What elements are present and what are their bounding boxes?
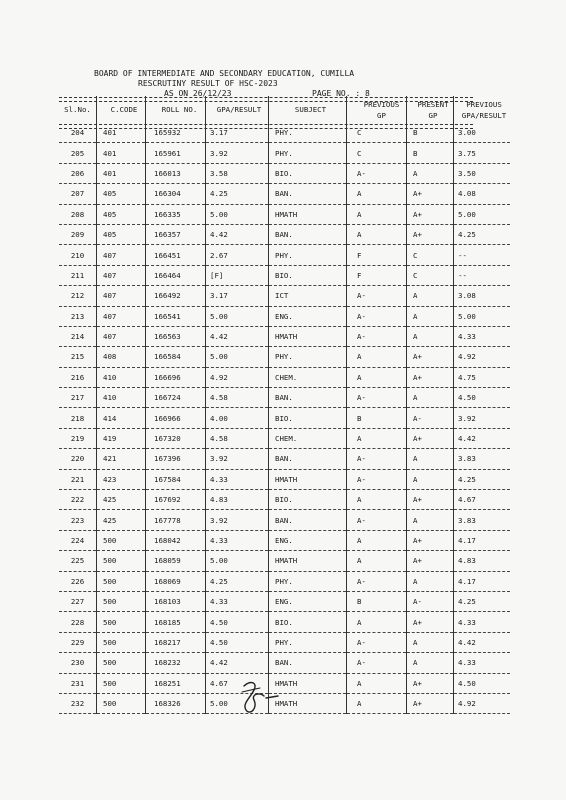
cell-present-gp: A	[407, 326, 454, 346]
cell-sl-no: 231	[59, 673, 97, 693]
cell-gpa-result: 4.25	[206, 571, 269, 591]
cell-roll-no: 165932	[146, 123, 206, 143]
cell-present-gp: A	[407, 388, 454, 408]
cell-sl-no: 209	[59, 224, 97, 244]
cell-present-gp: A	[407, 510, 454, 530]
cell-previous-gp: B	[347, 408, 407, 428]
cell-c-code: 414	[97, 408, 146, 428]
cell-sl-no: 224	[59, 530, 97, 550]
cell-previous-gpa: 3.83	[454, 510, 511, 530]
cell-sl-no: 229	[59, 632, 97, 652]
cell-sl-no: 210	[59, 245, 97, 265]
cell-previous-gp: B	[347, 591, 407, 611]
cell-c-code: 407	[97, 245, 146, 265]
cell-sl-no: 213	[59, 306, 97, 326]
col-previous-gp	[347, 96, 407, 123]
table-row	[59, 510, 510, 530]
cell-previous-gpa: 3.83	[454, 449, 511, 469]
cell-roll-no: 166464	[146, 265, 206, 285]
cell-gpa-result: 2.67	[206, 245, 269, 265]
cell-c-code: 408	[97, 347, 146, 367]
cell-present-gp: A+	[407, 428, 454, 448]
cell-c-code: 401	[97, 123, 146, 143]
cell-present-gp: A	[407, 571, 454, 591]
cell-subject: HMATH	[269, 469, 347, 489]
cell-subject: BIO.	[269, 265, 347, 285]
cell-c-code: 500	[97, 632, 146, 652]
cell-roll-no: 168185	[146, 612, 206, 632]
cell-gpa-result: 4.83	[206, 490, 269, 510]
cell-sl-no: 223	[59, 510, 97, 530]
table-row	[59, 224, 510, 244]
cell-c-code: 500	[97, 693, 146, 713]
cell-c-code: 500	[97, 591, 146, 611]
cell-c-code: 419	[97, 428, 146, 448]
cell-roll-no: 168217	[146, 632, 206, 652]
cell-roll-no: 168042	[146, 530, 206, 550]
cell-sl-no: 214	[59, 326, 97, 346]
cell-subject: BAN.	[269, 184, 347, 204]
table-row	[59, 306, 510, 326]
cell-present-gp: A-	[407, 591, 454, 611]
cell-present-gp: C	[407, 245, 454, 265]
cell-previous-gpa: 3.92	[454, 408, 511, 428]
cell-gpa-result: 4.25	[206, 184, 269, 204]
cell-previous-gp: A	[347, 204, 407, 224]
cell-present-gp: A+	[407, 347, 454, 367]
cell-roll-no: 166335	[146, 204, 206, 224]
table-row	[59, 571, 510, 591]
cell-gpa-result: 4.92	[206, 367, 269, 387]
col-previous-gpa	[454, 96, 511, 123]
cell-roll-no: 166451	[146, 245, 206, 265]
cell-previous-gpa: 4.25	[454, 469, 511, 489]
cell-c-code: 425	[97, 510, 146, 530]
cell-roll-no: 166563	[146, 326, 206, 346]
cell-roll-no: 167778	[146, 510, 206, 530]
cell-previous-gpa: 4.83	[454, 551, 511, 571]
cell-subject: CHEM.	[269, 428, 347, 448]
cell-subject: BAN.	[269, 449, 347, 469]
cell-subject: PHY.	[269, 123, 347, 143]
cell-previous-gp: A-	[347, 653, 407, 673]
cell-sl-no: 225	[59, 551, 97, 571]
cell-subject: PHY.	[269, 632, 347, 652]
cell-present-gp: A+	[407, 204, 454, 224]
cell-previous-gp: A	[347, 347, 407, 367]
cell-c-code: 500	[97, 612, 146, 632]
cell-roll-no: 166724	[146, 388, 206, 408]
cell-sl-no: 212	[59, 286, 97, 306]
cell-roll-no: 165961	[146, 143, 206, 163]
cell-previous-gpa: --	[454, 265, 511, 285]
cell-previous-gpa: 4.67	[454, 490, 511, 510]
cell-previous-gpa: 5.00	[454, 204, 511, 224]
cell-previous-gp: A	[347, 530, 407, 550]
col-roll-no: ROLL NO.	[146, 96, 206, 123]
cell-previous-gpa: 4.17	[454, 571, 511, 591]
result-title: RESCRUTINY RESULT OF HSC-2023	[138, 79, 278, 88]
handwritten-signature	[236, 678, 290, 718]
col-present-gp	[407, 96, 454, 123]
cell-subject: ENG.	[269, 306, 347, 326]
col-previous-gpa-line2: GPA/RESULT	[461, 110, 507, 120]
col-previous-gpa-line1: PREVIOUS	[466, 99, 502, 109]
cell-gpa-result: 4.58	[206, 428, 269, 448]
cell-previous-gpa: 4.42	[454, 428, 511, 448]
cell-c-code: 407	[97, 265, 146, 285]
cell-gpa-result: 4.50	[206, 612, 269, 632]
col-subject: SUBJECT	[269, 96, 347, 123]
cell-c-code: 401	[97, 143, 146, 163]
cell-gpa-result: 4.00	[206, 408, 269, 428]
cell-gpa-result: 4.33	[206, 591, 269, 611]
cell-previous-gp: A-	[347, 632, 407, 652]
cell-gpa-result: 4.42	[206, 224, 269, 244]
cell-roll-no: 167320	[146, 428, 206, 448]
cell-sl-no: 219	[59, 428, 97, 448]
cell-present-gp: A	[407, 469, 454, 489]
cell-c-code: 500	[97, 571, 146, 591]
cell-c-code: 405	[97, 184, 146, 204]
cell-present-gp: A+	[407, 693, 454, 713]
cell-gpa-result: 5.00	[206, 204, 269, 224]
col-gpa-result: GPA/RESULT	[206, 96, 269, 123]
cell-previous-gp: A	[347, 612, 407, 632]
cell-roll-no: 166966	[146, 408, 206, 428]
table-row	[59, 591, 510, 611]
table-row	[59, 204, 510, 224]
cell-roll-no: 168326	[146, 693, 206, 713]
cell-c-code: 407	[97, 326, 146, 346]
table-row	[59, 265, 510, 285]
cell-previous-gp: A-	[347, 326, 407, 346]
cell-previous-gp: A	[347, 428, 407, 448]
rescrutiny-result-table	[59, 96, 510, 714]
cell-gpa-result: 4.33	[206, 469, 269, 489]
cell-subject: ENG.	[269, 530, 347, 550]
cell-previous-gpa: 4.08	[454, 184, 511, 204]
cell-previous-gp: C	[347, 143, 407, 163]
cell-c-code: 405	[97, 204, 146, 224]
cell-present-gp: B	[407, 143, 454, 163]
cell-previous-gp: A-	[347, 449, 407, 469]
table-row	[59, 245, 510, 265]
cell-gpa-result: 5.00	[206, 347, 269, 367]
cell-sl-no: 220	[59, 449, 97, 469]
cell-previous-gpa: 3.00	[454, 123, 511, 143]
cell-subject: BAN.	[269, 653, 347, 673]
cell-subject: BIO.	[269, 490, 347, 510]
table-row	[59, 490, 510, 510]
cell-previous-gpa: 5.00	[454, 306, 511, 326]
cell-gpa-result: 3.17	[206, 123, 269, 143]
cell-previous-gpa: 4.25	[454, 591, 511, 611]
cell-c-code: 407	[97, 306, 146, 326]
cell-gpa-result: 3.17	[206, 286, 269, 306]
cell-subject: HMATH	[269, 693, 347, 713]
cell-previous-gp: A	[347, 551, 407, 571]
table-row	[59, 653, 510, 673]
cell-present-gp: A+	[407, 551, 454, 571]
cell-gpa-result: 4.42	[206, 653, 269, 673]
table-row	[59, 286, 510, 306]
cell-sl-no: 226	[59, 571, 97, 591]
cell-gpa-result: 5.00	[206, 306, 269, 326]
cell-sl-no: 218	[59, 408, 97, 428]
cell-previous-gp: A-	[347, 469, 407, 489]
cell-previous-gpa: 4.75	[454, 367, 511, 387]
cell-c-code: 500	[97, 530, 146, 550]
board-title: BOARD OF INTERMEDIATE AND SECONDARY EDUCATION, CUMILLA	[94, 69, 355, 78]
cell-gpa-result: 4.50	[206, 632, 269, 652]
cell-previous-gpa: 4.92	[454, 347, 511, 367]
cell-previous-gp: F	[347, 265, 407, 285]
cell-gpa-result: 4.33	[206, 530, 269, 550]
cell-previous-gpa: 3.50	[454, 163, 511, 183]
cell-present-gp: A-	[407, 408, 454, 428]
cell-gpa-result: 4.67	[206, 673, 269, 693]
table-row	[59, 143, 510, 163]
cell-present-gp: A+	[407, 367, 454, 387]
table-header-row	[59, 96, 510, 123]
cell-present-gp: A	[407, 449, 454, 469]
cell-previous-gp: A	[347, 693, 407, 713]
cell-roll-no: 168251	[146, 673, 206, 693]
cell-c-code: 401	[97, 163, 146, 183]
col-previous-gp-line1: PREVIOUS	[363, 99, 400, 109]
cell-previous-gpa: 4.25	[454, 224, 511, 244]
cell-gpa-result: [F]	[206, 265, 269, 285]
cell-present-gp: A	[407, 653, 454, 673]
cell-gpa-result: 5.00	[206, 693, 269, 713]
table-row	[59, 428, 510, 448]
table-row	[59, 408, 510, 428]
table-row	[59, 469, 510, 489]
cell-gpa-result: 3.92	[206, 449, 269, 469]
cell-c-code: 405	[97, 224, 146, 244]
cell-sl-no: 222	[59, 490, 97, 510]
cell-roll-no: 166541	[146, 306, 206, 326]
cell-subject: PHY.	[269, 347, 347, 367]
cell-sl-no: 216	[59, 367, 97, 387]
cell-roll-no: 167396	[146, 449, 206, 469]
cell-subject: BIO.	[269, 163, 347, 183]
cell-present-gp: A	[407, 163, 454, 183]
cell-sl-no: 217	[59, 388, 97, 408]
col-c-code: C.CODE	[97, 96, 146, 123]
cell-present-gp: A	[407, 286, 454, 306]
cell-sl-no: 228	[59, 612, 97, 632]
cell-previous-gp: A-	[347, 571, 407, 591]
cell-previous-gp: A-	[347, 163, 407, 183]
cell-roll-no: 167692	[146, 490, 206, 510]
cell-c-code: 500	[97, 551, 146, 571]
cell-roll-no: 166492	[146, 286, 206, 306]
cell-previous-gp: F	[347, 245, 407, 265]
cell-previous-gpa: 3.75	[454, 143, 511, 163]
cell-sl-no: 204	[59, 123, 97, 143]
cell-previous-gpa: 4.42	[454, 632, 511, 652]
cell-sl-no: 211	[59, 265, 97, 285]
cell-previous-gp: A-	[347, 286, 407, 306]
table-row	[59, 551, 510, 571]
col-present-gp-line2: GP	[428, 110, 438, 120]
col-previous-gp-line2: GP	[377, 110, 386, 120]
cell-gpa-result: 3.92	[206, 143, 269, 163]
cell-roll-no: 168103	[146, 591, 206, 611]
cell-subject: HMATH	[269, 551, 347, 571]
cell-roll-no: 166304	[146, 184, 206, 204]
cell-sl-no: 207	[59, 184, 97, 204]
cell-previous-gp: A-	[347, 510, 407, 530]
cell-subject: PHY.	[269, 143, 347, 163]
cell-previous-gpa: 4.33	[454, 612, 511, 632]
cell-present-gp: A+	[407, 673, 454, 693]
cell-c-code: 410	[97, 388, 146, 408]
cell-roll-no: 166357	[146, 224, 206, 244]
cell-sl-no: 232	[59, 693, 97, 713]
cell-gpa-result: 5.00	[206, 551, 269, 571]
col-sl-no: Sl.No.	[59, 96, 97, 123]
cell-previous-gp: A-	[347, 388, 407, 408]
col-present-gp-line1: PRESENT	[417, 99, 449, 109]
table-row	[59, 347, 510, 367]
cell-roll-no: 168232	[146, 653, 206, 673]
table-row	[59, 123, 510, 143]
cell-present-gp: A+	[407, 612, 454, 632]
table-row	[59, 184, 510, 204]
cell-gpa-result: 4.42	[206, 326, 269, 346]
table-row	[59, 612, 510, 632]
table-row	[59, 163, 510, 183]
cell-previous-gpa: 4.92	[454, 693, 511, 713]
cell-present-gp: C	[407, 265, 454, 285]
cell-subject: HMATH	[269, 326, 347, 346]
cell-sl-no: 206	[59, 163, 97, 183]
cell-previous-gpa: 4.50	[454, 388, 511, 408]
cell-present-gp: A+	[407, 530, 454, 550]
cell-subject: HMATH	[269, 673, 347, 693]
table-row	[59, 632, 510, 652]
cell-c-code: 425	[97, 490, 146, 510]
cell-previous-gp: A	[347, 673, 407, 693]
cell-subject: BAN.	[269, 388, 347, 408]
cell-previous-gpa: 4.33	[454, 653, 511, 673]
cell-present-gp: A+	[407, 224, 454, 244]
table-row	[59, 388, 510, 408]
cell-previous-gpa: 4.17	[454, 530, 511, 550]
cell-roll-no: 167584	[146, 469, 206, 489]
cell-c-code: 500	[97, 653, 146, 673]
cell-subject: PHY.	[269, 571, 347, 591]
as-on-date: AS ON 26/12/23	[164, 89, 232, 98]
cell-c-code: 421	[97, 449, 146, 469]
cell-subject: ENG.	[269, 591, 347, 611]
cell-roll-no: 166696	[146, 367, 206, 387]
cell-sl-no: 227	[59, 591, 97, 611]
cell-present-gp: A	[407, 306, 454, 326]
table-row	[59, 449, 510, 469]
cell-present-gp: A+	[407, 184, 454, 204]
cell-sl-no: 230	[59, 653, 97, 673]
cell-subject: BIO.	[269, 612, 347, 632]
cell-gpa-result: 3.92	[206, 510, 269, 530]
cell-previous-gpa: 4.50	[454, 673, 511, 693]
cell-roll-no: 166013	[146, 163, 206, 183]
cell-subject: BIO.	[269, 408, 347, 428]
cell-subject: PHY.	[269, 245, 347, 265]
cell-subject: ICT	[269, 286, 347, 306]
cell-previous-gpa: 4.33	[454, 326, 511, 346]
cell-previous-gp: C	[347, 123, 407, 143]
cell-sl-no: 215	[59, 347, 97, 367]
table-row	[59, 367, 510, 387]
cell-previous-gp: A	[347, 490, 407, 510]
cell-c-code: 407	[97, 286, 146, 306]
cell-subject: HMATH	[269, 204, 347, 224]
cell-previous-gp: A	[347, 224, 407, 244]
cell-sl-no: 208	[59, 204, 97, 224]
cell-roll-no: 166584	[146, 347, 206, 367]
cell-present-gp: A	[407, 632, 454, 652]
cell-previous-gp: A	[347, 367, 407, 387]
cell-roll-no: 168069	[146, 571, 206, 591]
cell-subject: BAN.	[269, 224, 347, 244]
cell-present-gp: B	[407, 123, 454, 143]
cell-previous-gpa: --	[454, 245, 511, 265]
table-row	[59, 326, 510, 346]
cell-present-gp: A+	[407, 490, 454, 510]
cell-c-code: 410	[97, 367, 146, 387]
page-number: PAGE NO. : 8	[312, 89, 370, 98]
cell-subject: BAN.	[269, 510, 347, 530]
cell-subject: CHEM.	[269, 367, 347, 387]
cell-previous-gp: A-	[347, 306, 407, 326]
cell-c-code: 500	[97, 673, 146, 693]
cell-sl-no: 205	[59, 143, 97, 163]
table-row	[59, 530, 510, 550]
cell-c-code: 423	[97, 469, 146, 489]
cell-gpa-result: 4.58	[206, 388, 269, 408]
cell-gpa-result: 3.58	[206, 163, 269, 183]
cell-previous-gp: A	[347, 184, 407, 204]
cell-previous-gpa: 3.08	[454, 286, 511, 306]
cell-sl-no: 221	[59, 469, 97, 489]
cell-roll-no: 168059	[146, 551, 206, 571]
